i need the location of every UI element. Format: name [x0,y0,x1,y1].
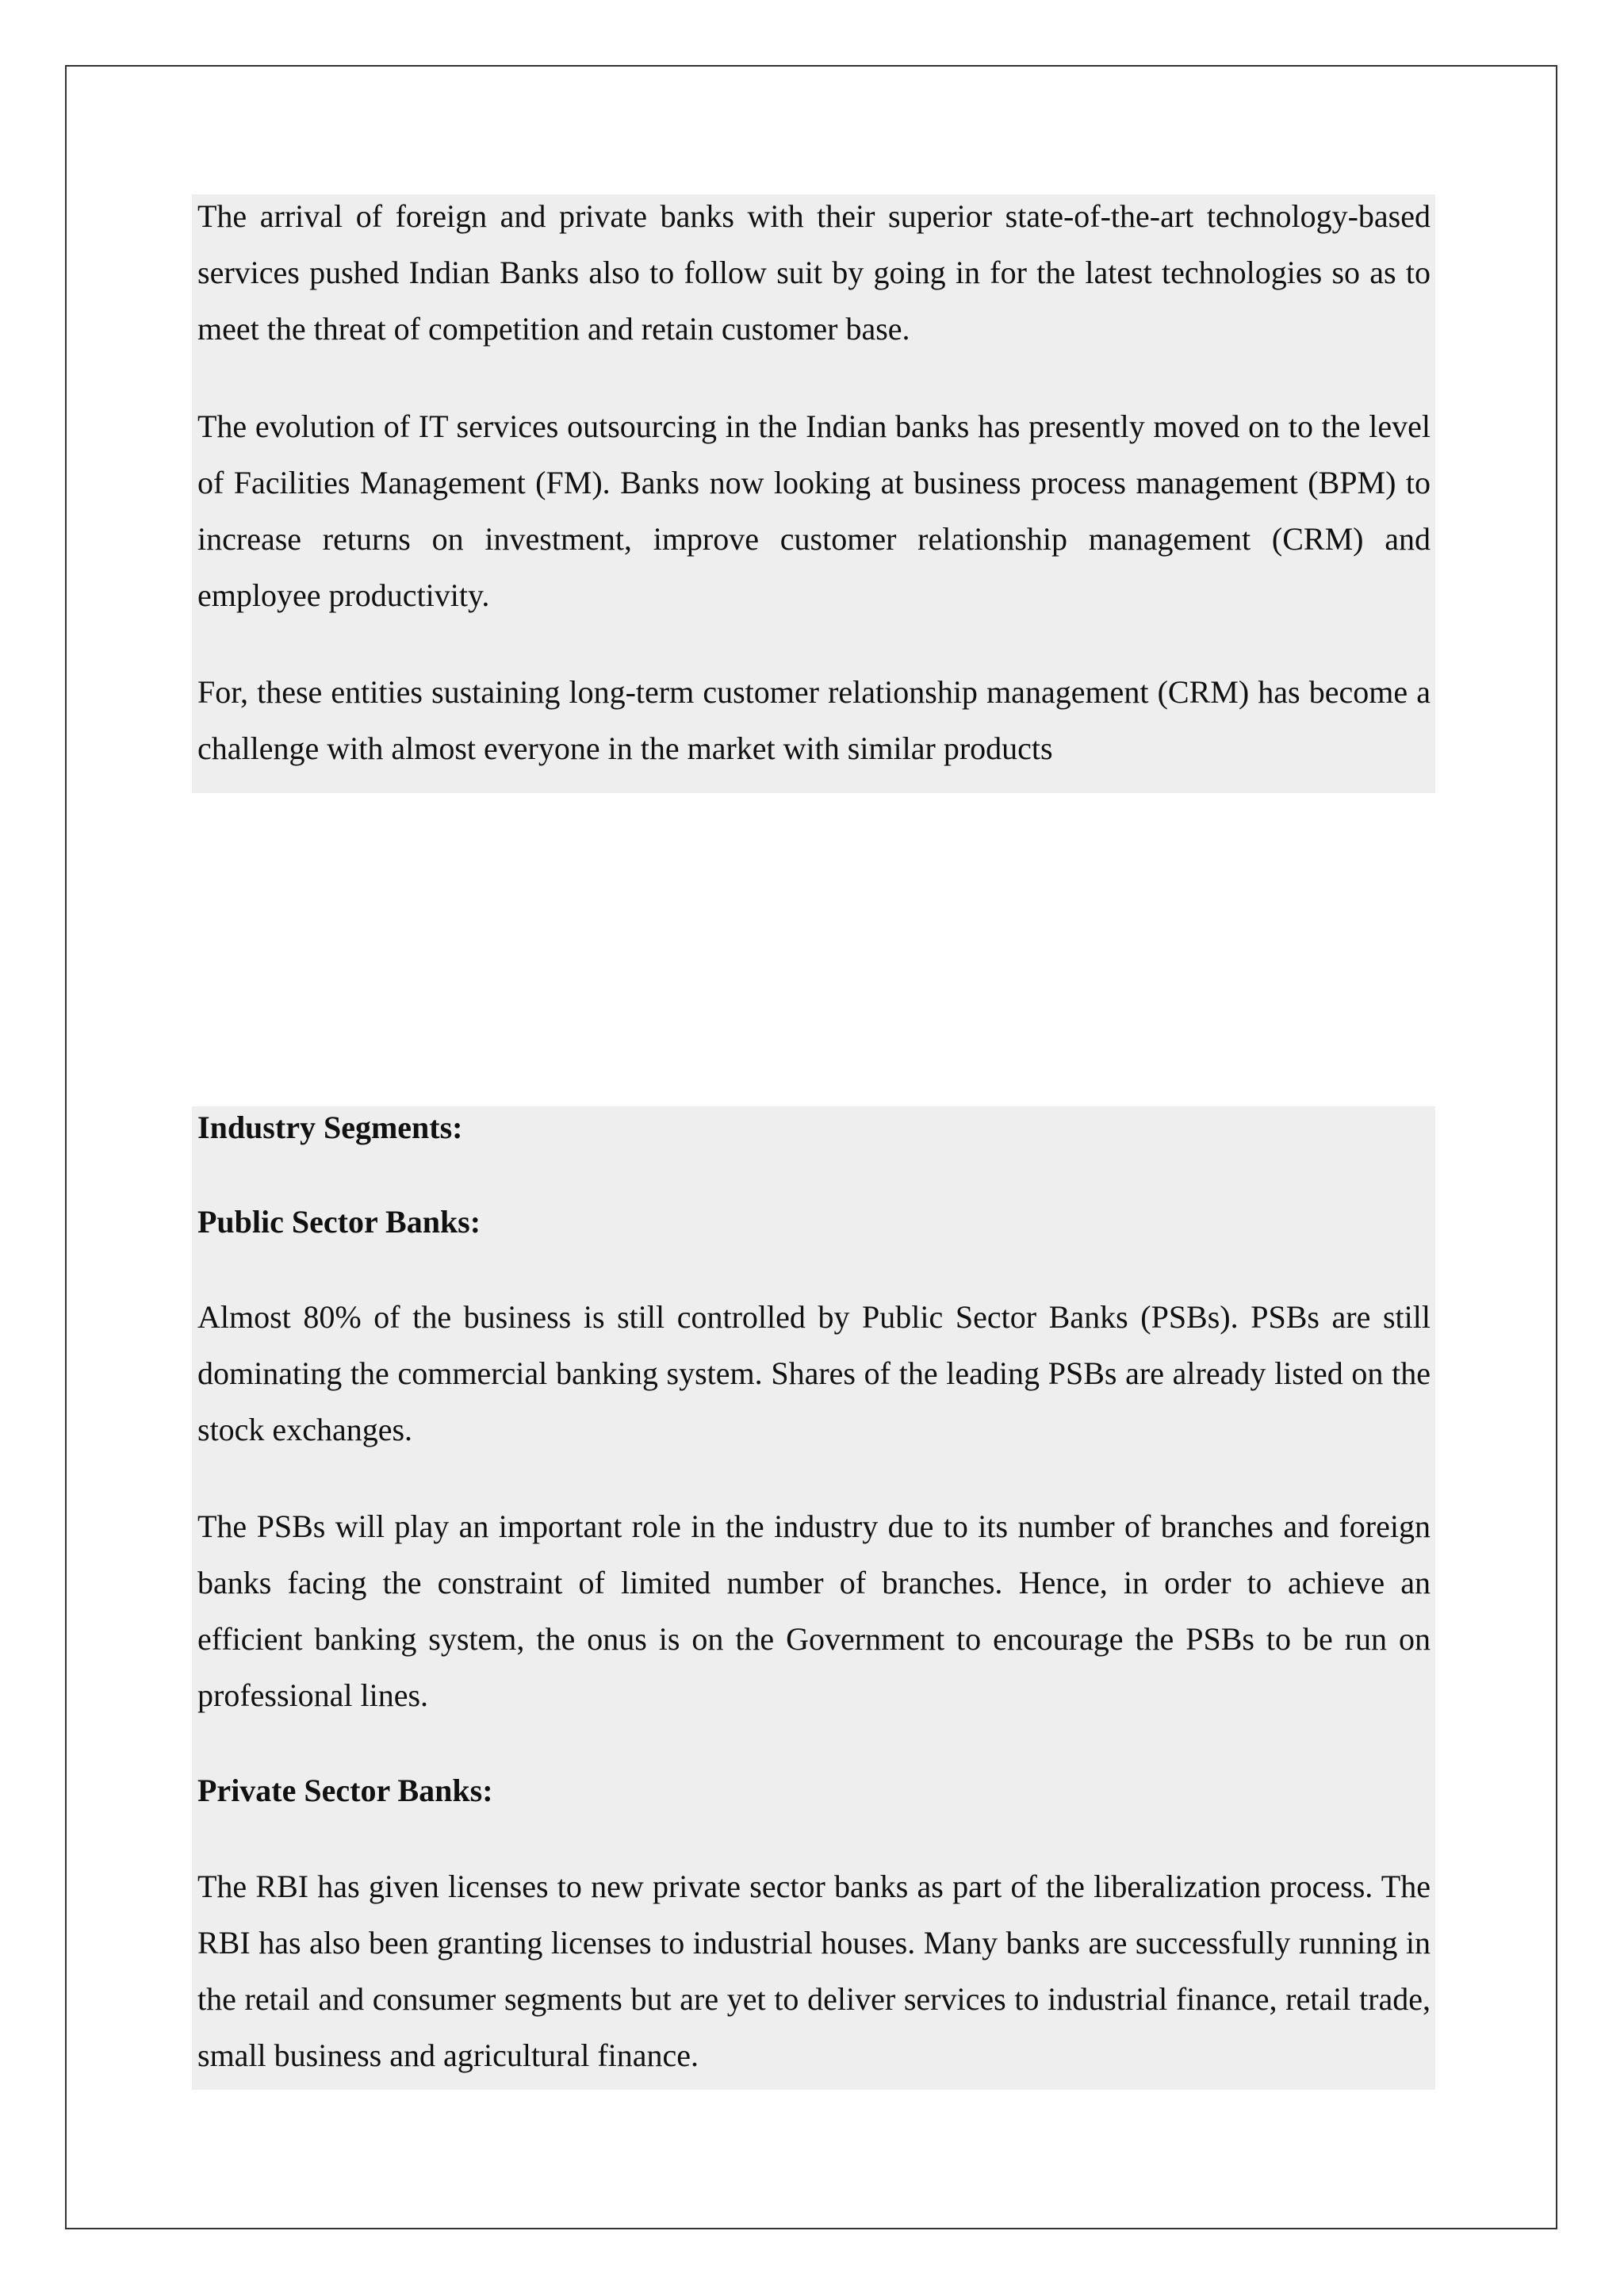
heading-public-sector-banks: Public Sector Banks: [197,1204,481,1240]
paragraph-psb-share: Almost 80% of the business is still controlled by Public Sector Banks (PSBs). PSBs are still dominating the commercial banking system. Shares of the leading PSBs are already listed on the stock exchanges. [197,1299,1431,1447]
paragraph-psb-role: The PSBs will play an important role in the industry due to its number of branches and foreign banks facing the constraint of limited number of branches. Hence, in order to achieve an efficient banking system, the onus is on the Government to encourage the PSBs to be run on professional lines. [197,1508,1431,1713]
paragraph-crm-challenge: For, these entities sustaining long-term customer relationship management (CRM) has become a challenge with almost everyone in the market with similar products [197,674,1431,766]
paragraph-technology-arrival: The arrival of foreign and private banks with their superior state-of-the-art technology-based services pushed Indian Banks also to follow suit by going in for the latest technologies so as to meet the threat of competition and retain customer base. [197,198,1431,347]
heading-industry-segments: Industry Segments: [197,1110,463,1145]
heading-private-sector-banks: Private Sector Banks: [197,1773,493,1808]
paragraph-private-banks: The RBI has given licenses to new private sector banks as part of the liberalization process. The RBI has also been granting licenses to industrial houses. Many banks are successfully running in the retail and consumer segments but are yet to deliver services to industrial finance, retail trade, small business and agricultural finance. [197,1869,1431,2073]
paragraph-it-outsourcing: The evolution of IT services outsourcing in the Indian banks has presently moved on to the level of Facilities Management (FM). Banks now looking at business process management (BPM) to increase returns on investment, improve customer relationship management (CRM) and employee productivity. [197,408,1431,613]
